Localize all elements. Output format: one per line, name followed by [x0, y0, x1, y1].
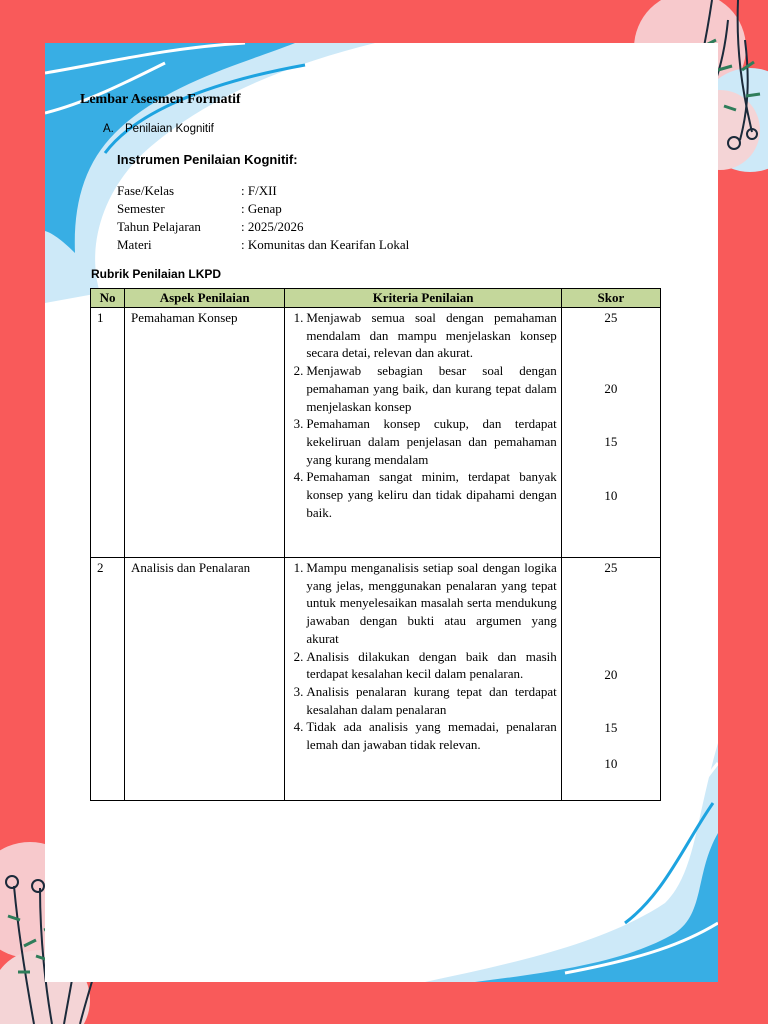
criterion-text: Menjawab semua soal dengan pemahaman mendalam dan mampu menjelaskan konsep secara detai, relevan dan akurat.	[306, 310, 557, 361]
criterion-number: 4.	[293, 719, 304, 735]
criterion-text: Mampu menganalisis setiap soal dengan logika yang jelas, menggunakan penalaran yang tepat untuk menyelesaikan masalah serta mendukung jawaban dengan bukti atau argumen yang akurat	[306, 560, 557, 646]
criterion-item	[285, 468, 556, 521]
cell-no: 1	[91, 308, 125, 558]
score-value: 25	[604, 560, 618, 575]
header-aspek: Aspek Penilaian	[125, 289, 285, 308]
cell-no: 2	[91, 558, 125, 801]
score-value: 25	[604, 310, 618, 325]
criterion-text: Pemahaman konsep cukup, dan terdapat kekeliruan dalam penjelasan dan pemahaman yang kurang mendalam	[306, 416, 557, 467]
criterion-item	[285, 559, 556, 648]
criterion-text: Menjawab sebagian besar soal dengan pemahaman yang baik, dan kurang tepat dalam menjelaskan konsep	[306, 363, 557, 414]
info-label: Semester	[117, 201, 165, 216]
score-value: 20	[604, 381, 618, 396]
score-value: 10	[604, 488, 618, 503]
cell-kriteria	[285, 308, 561, 558]
info-value: : 2025/2026	[241, 219, 304, 234]
info-value: : Genap	[241, 201, 282, 216]
table-row	[91, 308, 661, 558]
score-value: 15	[604, 434, 618, 449]
rubric-title: Rubrik Penilaian LKPD	[91, 267, 222, 281]
criterion-text: Tidak ada analisis yang memadai, penalaran lemah dan jawaban tidak relevan.	[306, 719, 557, 753]
criterion-number: 2.	[293, 648, 304, 664]
document-page	[45, 43, 718, 982]
cell-aspek: Pemahaman Konsep	[125, 308, 285, 558]
criterion-number: 1.	[293, 560, 304, 575]
info-row	[117, 236, 409, 254]
info-label: Fase/Kelas	[117, 183, 175, 198]
header-no: No	[91, 289, 125, 308]
info-row	[117, 218, 409, 236]
info-value: : F/XII	[241, 183, 277, 198]
header-kriteria: Kriteria Penilaian	[285, 289, 561, 308]
cell-kriteria	[285, 558, 561, 801]
criterion-text: Analisis dilakukan dengan baik dan masih terdapat kesalahan kecil dalam penalaran.	[306, 648, 557, 682]
section-letter: A.	[103, 123, 114, 135]
instrument-title: Instrumen Penilaian Kognitif:	[117, 152, 298, 167]
criterion-item	[285, 718, 556, 753]
criterion-number: 3.	[293, 416, 304, 432]
criterion-item	[285, 309, 556, 362]
criterion-text: Pemahaman sangat minim, terdapat banyak konsep yang keliru dan tidak dipahami dengan baik.	[306, 469, 557, 520]
section-title: Penilaian Kognitif	[125, 123, 214, 135]
info-label: Materi	[117, 237, 152, 252]
criterion-text: Analisis penalaran kurang tepat dan terdapat kesalahan dalam penalaran	[306, 683, 557, 717]
criterion-number: 1.	[293, 310, 304, 325]
table-row	[91, 558, 661, 801]
score-value: 10	[604, 756, 618, 771]
cell-skor	[561, 558, 660, 801]
rubric-table	[90, 288, 661, 801]
table-header-row	[91, 289, 661, 308]
score-value: 15	[604, 720, 618, 735]
document-title: Lembar Asesmen Formatif	[80, 92, 241, 107]
info-row	[117, 182, 409, 200]
info-label: Tahun Pelajaran	[117, 219, 201, 234]
cell-aspek: Analisis dan Penalaran	[125, 558, 285, 801]
header-skor: Skor	[561, 289, 660, 308]
score-value: 20	[604, 667, 618, 682]
info-value: : Komunitas dan Kearifan Lokal	[241, 237, 410, 252]
criterion-item	[285, 415, 556, 468]
cell-skor	[561, 308, 660, 558]
criterion-item	[285, 683, 556, 718]
info-block	[117, 182, 409, 254]
criterion-number: 2.	[293, 363, 304, 379]
criterion-number: 4.	[293, 469, 304, 485]
criterion-item	[285, 648, 556, 683]
criterion-number: 3.	[293, 683, 304, 699]
criterion-item	[285, 362, 556, 415]
section-heading	[103, 123, 214, 135]
info-row	[117, 200, 409, 218]
